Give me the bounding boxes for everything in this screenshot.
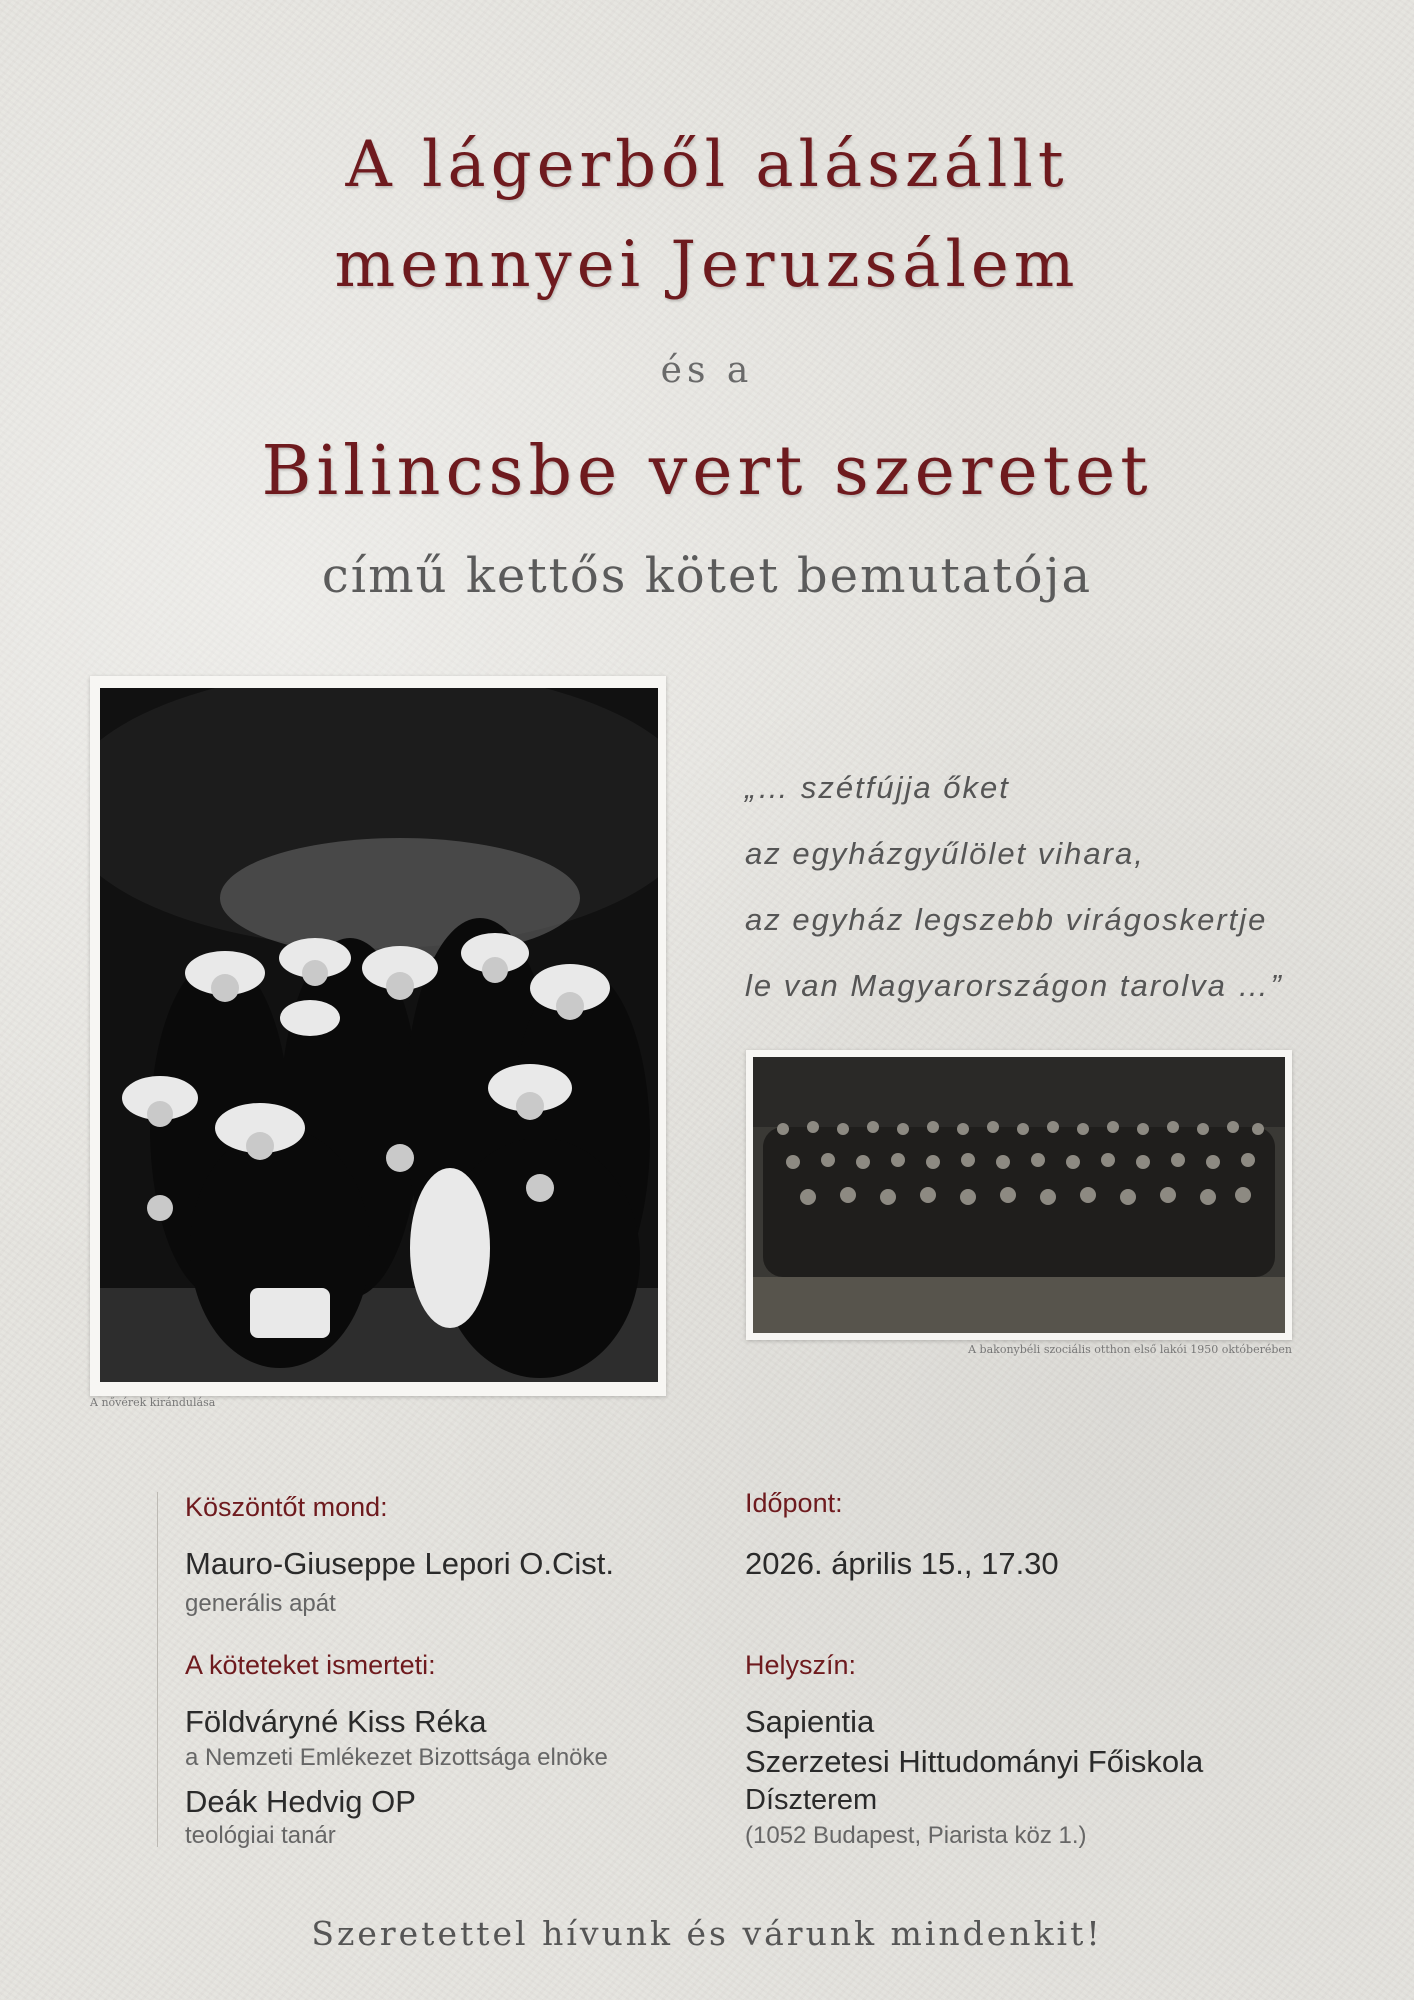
presenters-label: A köteteket ismerteti: <box>185 1650 436 1680</box>
presenter-2-role: teológiai tanár <box>185 1822 336 1849</box>
place-address: (1052 Budapest, Piarista köz 1.) <box>745 1822 1087 1849</box>
presenter-1-name: Földváryné Kiss Réka <box>185 1704 487 1739</box>
place-line-2: Szerzetesi Hittudományi Főiskola <box>745 1744 1204 1779</box>
group-photo-image <box>753 1057 1285 1333</box>
presenter-2-name: Deák Hedvig OP <box>185 1784 416 1819</box>
group-photo <box>746 1050 1292 1340</box>
greeting-name: Mauro-Giuseppe Lepori O.Cist. <box>185 1546 615 1581</box>
subtitle: című kettős kötet bemutatója <box>321 548 1093 604</box>
group-photo-illustration <box>753 1057 1285 1333</box>
greeting-role: generális apát <box>185 1590 336 1617</box>
nuns-photo <box>90 676 666 1396</box>
title-line-4: Bilincsbe vert szeretet <box>261 432 1153 511</box>
info-divider <box>157 1492 158 1847</box>
place-line-1: Sapientia <box>745 1704 875 1739</box>
nuns-photo-illustration <box>100 688 658 1382</box>
nuns-photo-image <box>100 688 658 1382</box>
group-photo-caption: A bakonybéli szociális otthon első lakói 1950 októberében <box>968 1343 1292 1356</box>
presenter-1-role: a Nemzeti Emlékezet Bizottsága elnöke <box>185 1744 608 1771</box>
place-label: Helyszín: <box>745 1650 857 1680</box>
time-value: 2026. április 15., 17.30 <box>745 1546 1059 1581</box>
quote-line-4: le van Magyarországon tarolva …” <box>745 968 1283 1003</box>
title-line-1: A lágerből alászállt <box>345 128 1069 202</box>
title-connector: és a <box>660 350 754 391</box>
quote-line-3: az egyház legszebb virágoskertje <box>745 902 1268 937</box>
place-line-3: Díszterem <box>745 1784 878 1816</box>
title-line-2: mennyei Jeruzsálem <box>334 228 1080 302</box>
footer-invitation: Szeretettel hívunk és várunk mindenkit! <box>311 1914 1103 1953</box>
time-label: Időpont: <box>745 1488 843 1518</box>
quote-line-1: „… szétfújja őket <box>745 770 1010 805</box>
greeting-label: Köszöntőt mond: <box>185 1492 388 1522</box>
quote-line-2: az egyházgyűlölet vihara, <box>745 836 1145 871</box>
nuns-photo-caption: A nővérek kirándulása <box>90 1396 216 1409</box>
